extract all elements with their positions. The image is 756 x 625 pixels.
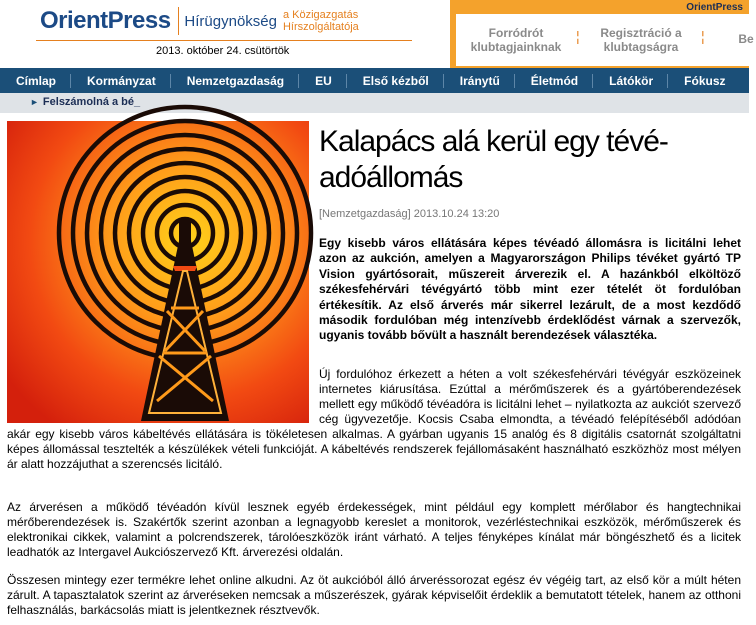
article-paragraph: Az árverésen a működő tévéadón kívül lesznek egyéb érdekességek, mint például egy komplett mérőlabor és hangtechnikai mérőberendezések is. Szakértők szerint azonban a legnagyobb kereslet a monitorok, vezérléstechnikai eszközök, mérőműszerek és elektronikai cikkek, valamint a polcrendszerek, tárolóeszközök iránt várható. A teljes fényképes kínálat már böngészhető és a licitek leadhatók az Intergavel Aukciószervező Kft. árverezési oldalán. — [7, 500, 741, 559]
image-wrap-spacer — [7, 367, 319, 423]
article-timestamp: 2013.10.24 13:20 — [413, 208, 500, 220]
nav-item-elso-kezbol[interactable]: Első kézből — [347, 74, 444, 88]
club-register-link[interactable]: Regisztráció a klubtagságra — [600, 26, 682, 54]
header-divider — [36, 40, 412, 41]
article-title: Kalapács alá kerül egy tévé-adóállomás — [319, 125, 668, 194]
nav-item-eletmod[interactable]: Életmód — [515, 74, 593, 88]
main-nav — [0, 68, 749, 93]
club-separator: ¦ — [576, 28, 580, 44]
article-paragraph — [7, 367, 741, 472]
nav-item-kormanyzat[interactable]: Kormányzat — [71, 74, 171, 88]
site-logo[interactable] — [40, 6, 412, 36]
nav-item-latokor[interactable]: Látókör — [593, 74, 668, 88]
article-category-link[interactable]: [Nemzetgazdaság] — [319, 208, 411, 220]
ticker-headline-link[interactable]: Felszámolná a bé_ — [42, 96, 141, 108]
logo-product: Hírügynökség — [184, 12, 277, 30]
logo-area — [36, 0, 412, 68]
paragraph-text: Új fordulóhoz érkezett a héten a volt székesfehérvári tévégyár eszközeinek internetes kiárusítása. Ezúttal a mérőműszerek és a gyártóberendezések mellett egy működő tévéadóra is licitálni lehet – nyilatkozta az aukciót szervező cég ügyvezetője. Kocsis Csaba elmondta, a tévéadó felépítéséből adódóan akár egy kisebb város kábeltévés ellátására is tökéletesen alkalmas. A gyárban ugyanis 15 analóg és 8 digitális csatornát szolgáltatni képes állomással tesztelték a készülékek vételi funkcióját. A kábeltévés rendszerek fejállomásaként használható eszközhöz most mélyen ár alatt hozzájuthat a szerencsés licitáló. — [7, 367, 741, 471]
panel-brand: OrientPress — [686, 2, 743, 13]
breadcrumb — [30, 96, 140, 108]
nav-item-fokusz[interactable]: Fókusz — [684, 73, 726, 88]
site-header — [0, 0, 754, 68]
club-separator: ¦ — [701, 28, 705, 44]
logo-tagline: a Közigazgatás Hírszolgáltatója — [282, 9, 359, 33]
club-hotline-link[interactable]: Forródrót klubtagjainknak — [470, 26, 562, 54]
logo-brand: OrientPress — [40, 7, 171, 34]
nav-item-eu[interactable]: EU — [299, 74, 347, 88]
news-ticker — [0, 93, 749, 113]
logo-divider — [178, 7, 179, 35]
nav-item-nemzetgazdasag[interactable]: Nemzetgazdaság — [171, 74, 299, 88]
club-links-box — [456, 14, 754, 66]
arrow-right-icon: ► — [30, 97, 39, 107]
nav-item-iranytu[interactable]: Iránytű — [444, 74, 515, 88]
club-login-link[interactable]: Be — [738, 32, 754, 46]
article-meta — [319, 208, 499, 220]
club-panel — [450, 0, 754, 68]
nav-item-cimlap[interactable]: Címlap — [0, 74, 71, 88]
current-date: 2013. október 24. csütörtök — [156, 45, 290, 57]
article-lead: Egy kisebb város ellátására képes tévéadó állomásra is licitálni lehet azon az aukción, amelyen a Magyarországon Philips tévéket gyártó TP Vision gyártósorait, műszereit árverezik el. A hazánkból elköltöző székesfehérvári tévégyártó több mint ezer tételét öt fordulóban értékesítik. Az első árverés már sikerrel lezárult, de a most kezdődő második fordulóban még intenzívebb érdeklődést várnak a szervezők, ugyanis tovább bővült a használt berendezések választéka. — [319, 236, 741, 343]
article-paragraph: Összesen mintegy ezer termékre lehet online alkudni. Az öt aukcióból álló árveréssorozat egész év végéig tart, az első kör a múlt héten zárult. A tapasztalatok szerint az árveréseken nemcsak a műszerészek, gyárak képviselőit érdeklik a bemutatott tételek, hanem az otthoni felhasználás, barkácsolás miatt is jelentkeznek résztvevők. — [7, 573, 741, 617]
